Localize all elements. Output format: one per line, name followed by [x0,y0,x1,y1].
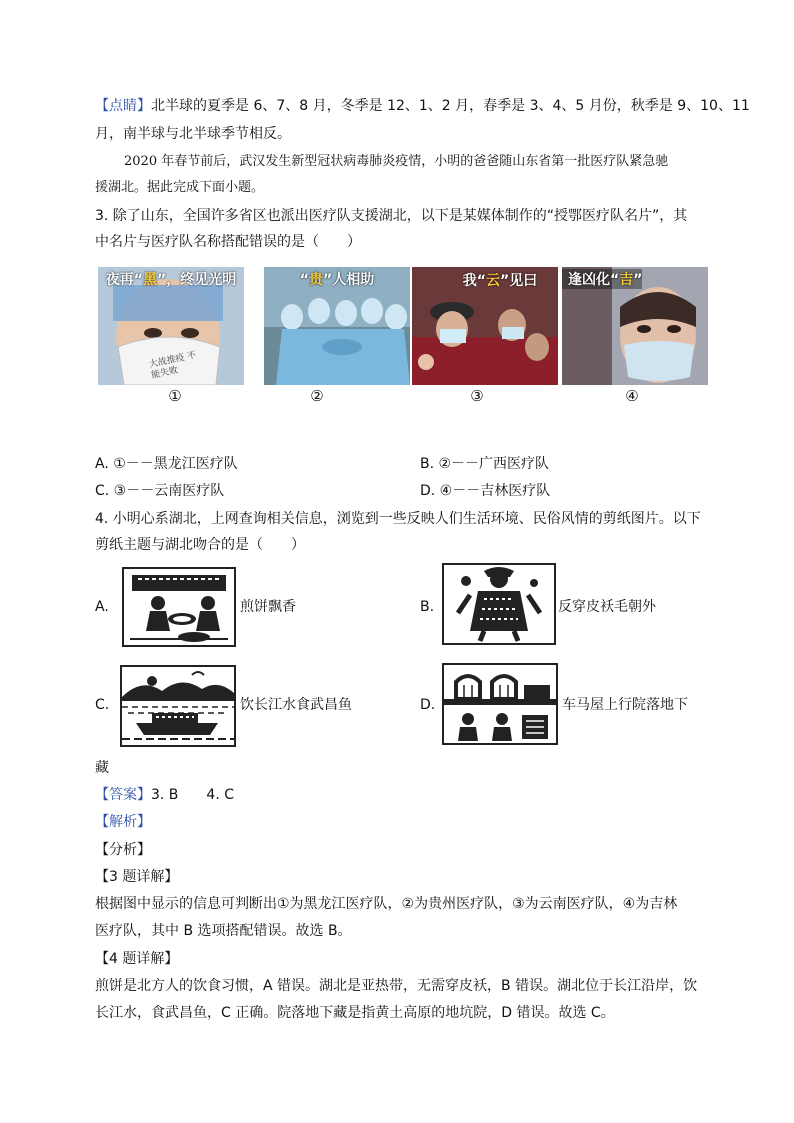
dianjing-line1 [95,96,750,116]
q4-option-a-letter: A. [95,599,109,615]
photo-4-caption: 逢凶化“吉” [562,269,642,289]
q4-option-d-letter: D. [420,697,436,713]
photo-card-1 [98,267,244,385]
q4-option-d-text: 车马屋上行院落地下 [562,697,688,713]
papercut-b-illustration [444,565,554,643]
q3-option-b: B. ②－－广西医疗队 [420,456,550,472]
q4-detail-line1: 煎饼是北方人的饮食习惯，A 错误。湖北是亚热带，无需穿皮袄，B 错误。湖北位于长江沿岸，饮 [95,978,698,994]
photo-card-2 [264,267,410,385]
answer-text: 3. B 4. C [151,787,234,803]
q3-option-d: D. ④－－吉林医疗队 [420,483,551,499]
dianjing-tag: 【点睛】 [95,98,151,114]
papercut-a [122,567,236,647]
dianjing-text1: 北半球的夏季是 6、7、8 月，冬季是 12、1、2 月，春季是 3、4、5 月份，秋季是 9、10、11 [151,98,750,114]
photo-1-number: ① [168,387,182,405]
q4-detail-line2: 长江水，食武昌鱼，C 正确。院落地下藏是指黄土高原的地坑院，D 错误。故选 C。 [95,1005,615,1021]
photo-3-caption: 我“云”见曰 [462,273,538,289]
papercut-d-illustration [444,665,556,743]
q3-detail-line2: 医疗队，其中 B 选项搭配错误。故选 B。 [95,923,352,939]
q3-option-c: C. ③－－云南医疗队 [95,483,225,499]
photo-1-caption: 夜再“黑”，终见光明 [105,272,237,288]
q4-option-c-letter: C. [95,697,110,713]
q4-option-b-letter: B. [420,599,435,615]
q3-stem-line1: 3. 除了山东，全国许多省区也派出医疗队支援湖北，以下是某媒体制作的“授鄂医疗队名片”，其 [95,208,688,224]
photo-1-mask-text: 大战推疫 不能失败 [148,350,198,381]
photo-2-caption: “贵”人相助 [299,272,375,288]
papercut-a-illustration [124,569,234,645]
q3-option-a: A. ①－－黑龙江医疗队 [95,456,238,472]
photo-3-number: ③ [470,387,484,405]
q4-stem-line2: 剪纸主题与湖北吻合的是（ ） [95,537,305,553]
q4-option-d-wrap: 藏 [95,760,109,776]
photo-4-number: ④ [625,387,639,405]
q3-detail-line1: 根据图中显示的信息可判断出①为黑龙江医疗队，②为贵州医疗队，③为云南医疗队，④为吉林 [95,896,678,912]
papercut-d [442,663,558,745]
photo-card-3 [412,267,558,385]
material-line2: 援湖北。据此完成下面小题。 [95,180,265,195]
q3-detail-heading: 【3 题详解】 [95,869,179,885]
photo-2-number: ② [310,387,324,405]
q4-option-a-text: 煎饼飘香 [240,599,296,615]
papercut-c-illustration [122,667,234,745]
papercut-c [120,665,236,747]
answer-line [95,785,234,805]
material-line1: 2020 年春节前后，武汉发生新型冠状病毒肺炎疫情，小明的爸爸随山东省第一批医疗队紧急驰 [124,154,669,169]
q4-detail-heading: 【4 题详解】 [95,951,179,967]
answer-tag: 【答案】 [95,787,151,803]
q3-stem-line2: 中名片与医疗队名称搭配错误的是（ ） [95,234,361,250]
photo-card-4 [562,267,708,385]
dianjing-line2: 月，南半球与北半球季节相反。 [95,126,291,142]
papercut-b [442,563,556,645]
analysis-tag: 【解析】 [95,814,151,830]
q4-stem-line1: 4. 小明心系湖北，上网查询相关信息，浏览到一些反映人们生活环境、民俗风情的剪纸图片。以下 [95,511,701,527]
fenxi-tag: 【分析】 [95,842,151,858]
q4-option-c-text: 饮长江水食武昌鱼 [240,697,352,713]
q4-option-b-text: 反穿皮袄毛朝外 [558,599,656,615]
